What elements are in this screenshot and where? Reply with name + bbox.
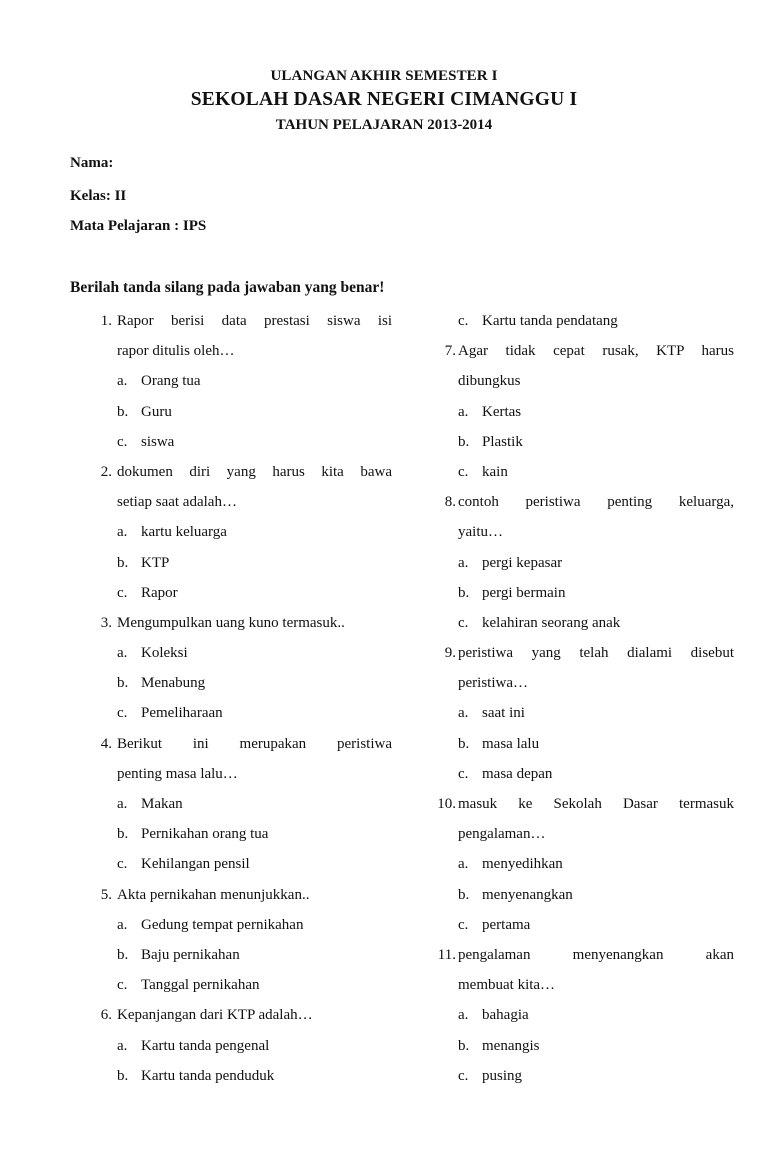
instruction: Berilah tanda silang pada jawaban yang benar!: [70, 279, 385, 296]
option-text: bahagia: [482, 1007, 529, 1024]
option-c: [70, 698, 392, 728]
question-number: 5.: [100, 886, 112, 903]
option-letter: c.: [458, 614, 469, 631]
option-b: [420, 578, 734, 608]
question-text-continued: setiap saat adalah…: [117, 494, 237, 511]
option-c: [420, 306, 734, 336]
option-letter: a.: [458, 705, 469, 722]
option-text: pergi bermain: [482, 584, 566, 601]
option-text: kain: [482, 463, 508, 480]
option-letter: c.: [117, 856, 128, 873]
option-letter: c.: [458, 313, 469, 329]
option-letter: b.: [458, 886, 470, 903]
option-a: [420, 548, 734, 578]
option-c: [420, 759, 734, 789]
school-name: SEKOLAH DASAR NEGERI CIMANGGU I: [190, 89, 578, 110]
option-text: pusing: [482, 1067, 523, 1084]
option-a: [70, 366, 392, 396]
option-text: Kertas: [482, 403, 522, 420]
question-number: 11.: [437, 946, 456, 963]
question-text-continued: yaitu…: [458, 524, 503, 541]
question-text: contoh peristiwa penting keluarga,: [458, 494, 734, 511]
question-text-continued: penting masa lalu…: [117, 765, 238, 782]
option-letter: c.: [117, 584, 128, 601]
option-a: [70, 789, 392, 819]
question-text: Akta pernikahan menunjukkan..: [117, 886, 310, 903]
option-a: [420, 698, 734, 728]
option-text: saat ini: [482, 705, 525, 722]
option-text: Orang tua: [141, 373, 201, 390]
question-text: Agar tidak cepat rusak, KTP harus: [458, 343, 734, 360]
option-letter: b.: [117, 1067, 129, 1084]
option-text: KTP: [141, 554, 170, 571]
option-b: [70, 548, 392, 578]
option-text: kartu keluarga: [141, 524, 227, 541]
question-text-continued: dibungkus: [458, 373, 521, 390]
student-name-label: Nama:: [70, 155, 114, 171]
option-text: menyedihkan: [482, 856, 563, 873]
question-number: 1.: [100, 313, 112, 329]
question-7: [420, 336, 734, 366]
question-number: 6.: [100, 1007, 112, 1024]
option-letter: c.: [117, 433, 128, 450]
option-c: [70, 849, 392, 879]
option-c: [420, 457, 734, 487]
option-letter: a.: [458, 403, 469, 420]
school-year: TAHUN PELAJARAN 2013-2014: [275, 117, 493, 133]
question-number: 8.: [444, 494, 456, 511]
option-c: [70, 578, 392, 608]
question-2: [70, 457, 392, 487]
option-text: Menabung: [141, 675, 206, 692]
question-11: [420, 940, 734, 970]
option-a: [420, 1000, 734, 1030]
question-5: [70, 880, 392, 910]
question-text-continued: rapor ditulis oleh…: [117, 343, 235, 360]
option-text: Kartu tanda pengenal: [141, 1037, 270, 1054]
question-text: pengalaman menyenangkan akan: [458, 946, 734, 963]
option-text: Tanggal pernikahan: [141, 977, 260, 994]
option-letter: a.: [117, 916, 128, 933]
option-text: Gedung tempat pernikahan: [141, 916, 304, 933]
option-text: Kartu tanda pendatang: [482, 313, 618, 329]
option-text: kelahiran seorang anak: [482, 614, 621, 631]
option-a: [70, 638, 392, 668]
question-10: [420, 789, 734, 819]
question-9: [420, 638, 734, 668]
question-text: Berikut ini merupakan peristiwa: [117, 735, 392, 752]
option-letter: c.: [458, 765, 469, 782]
option-text: Pernikahan orang tua: [141, 826, 269, 843]
option-text: menyenangkan: [482, 886, 573, 903]
option-c: [70, 970, 392, 1000]
option-letter: b.: [117, 554, 129, 571]
option-text: Makan: [141, 796, 183, 812]
option-a: [70, 910, 392, 940]
option-letter: a.: [117, 373, 128, 390]
option-letter: c.: [117, 705, 128, 722]
option-letter: b.: [117, 946, 129, 963]
question-text: Kepanjangan dari KTP adalah…: [117, 1007, 313, 1024]
class-label: Kelas: II: [70, 188, 127, 204]
question-1: [70, 306, 392, 336]
option-a: [420, 849, 734, 879]
question-number: 3.: [100, 614, 112, 631]
option-letter: c.: [458, 463, 469, 480]
option-letter: b.: [458, 735, 470, 752]
option-text: Guru: [141, 403, 172, 420]
option-letter: b.: [458, 433, 470, 450]
question-8: [420, 487, 734, 517]
questions-left-column: [70, 306, 392, 1091]
option-letter: a.: [117, 796, 128, 812]
option-b: [70, 1061, 392, 1091]
option-text: Baju pernikahan: [141, 946, 240, 963]
question-4: [70, 729, 392, 759]
question-text-continued: pengalaman…: [458, 826, 546, 843]
option-letter: a.: [117, 524, 128, 541]
option-c: [70, 427, 392, 457]
option-text: masa depan: [482, 765, 553, 782]
option-b: [420, 1031, 734, 1061]
option-text: pertama: [482, 916, 531, 933]
option-b: [70, 668, 392, 698]
option-b: [70, 397, 392, 427]
question-text: masuk ke Sekolah Dasar termasuk: [458, 796, 734, 812]
option-letter: b.: [117, 675, 129, 692]
option-letter: a.: [117, 1037, 128, 1054]
question-text: peristiwa yang telah dialami disebut: [458, 645, 734, 662]
question-3: [70, 608, 392, 638]
option-letter: c.: [117, 977, 128, 994]
option-letter: a.: [458, 856, 469, 873]
option-text: Plastik: [482, 433, 523, 450]
option-letter: a.: [117, 645, 128, 662]
question-number: 10.: [437, 796, 456, 812]
questions-right-column: [420, 306, 734, 1091]
option-letter: a.: [458, 1007, 469, 1024]
option-text: pergi kepasar: [482, 554, 563, 571]
option-b: [420, 427, 734, 457]
option-text: Pemeliharaan: [141, 705, 223, 722]
question-number: 9.: [444, 645, 456, 662]
question-text: Rapor berisi data prestasi siswa isi: [117, 313, 392, 329]
exam-title: ULANGAN AKHIR SEMESTER I: [270, 68, 498, 84]
option-b: [420, 729, 734, 759]
question-text-continued: peristiwa…: [458, 675, 528, 692]
question-number: 4.: [100, 735, 112, 752]
question-number: 2.: [100, 463, 112, 480]
option-text: masa lalu: [482, 735, 540, 752]
option-a: [70, 1031, 392, 1061]
option-letter: c.: [458, 916, 469, 933]
option-text: Kehilangan pensil: [141, 856, 250, 873]
option-text: menangis: [482, 1037, 540, 1054]
option-b: [420, 880, 734, 910]
option-letter: b.: [117, 826, 129, 843]
question-text: dokumen diri yang harus kita bawa: [117, 463, 392, 480]
question-number: 7.: [444, 343, 456, 360]
option-letter: b.: [458, 1037, 470, 1054]
option-text: Rapor: [141, 584, 178, 601]
question-text-continued: membuat kita…: [458, 977, 556, 994]
option-b: [70, 819, 392, 849]
option-c: [420, 1061, 734, 1091]
option-text: Kartu tanda penduduk: [141, 1067, 275, 1084]
option-b: [70, 940, 392, 970]
option-text: Koleksi: [141, 645, 188, 662]
question-text: Mengumpulkan uang kuno termasuk..: [117, 614, 345, 631]
subject-label: Mata Pelajaran : IPS: [70, 218, 207, 234]
option-a: [420, 397, 734, 427]
option-c: [420, 910, 734, 940]
option-letter: c.: [458, 1067, 469, 1084]
question-6: [70, 1000, 392, 1030]
option-letter: b.: [458, 584, 470, 601]
option-text: siswa: [141, 433, 175, 450]
option-letter: b.: [117, 403, 129, 420]
option-letter: a.: [458, 554, 469, 571]
option-c: [420, 608, 734, 638]
option-a: [70, 517, 392, 547]
